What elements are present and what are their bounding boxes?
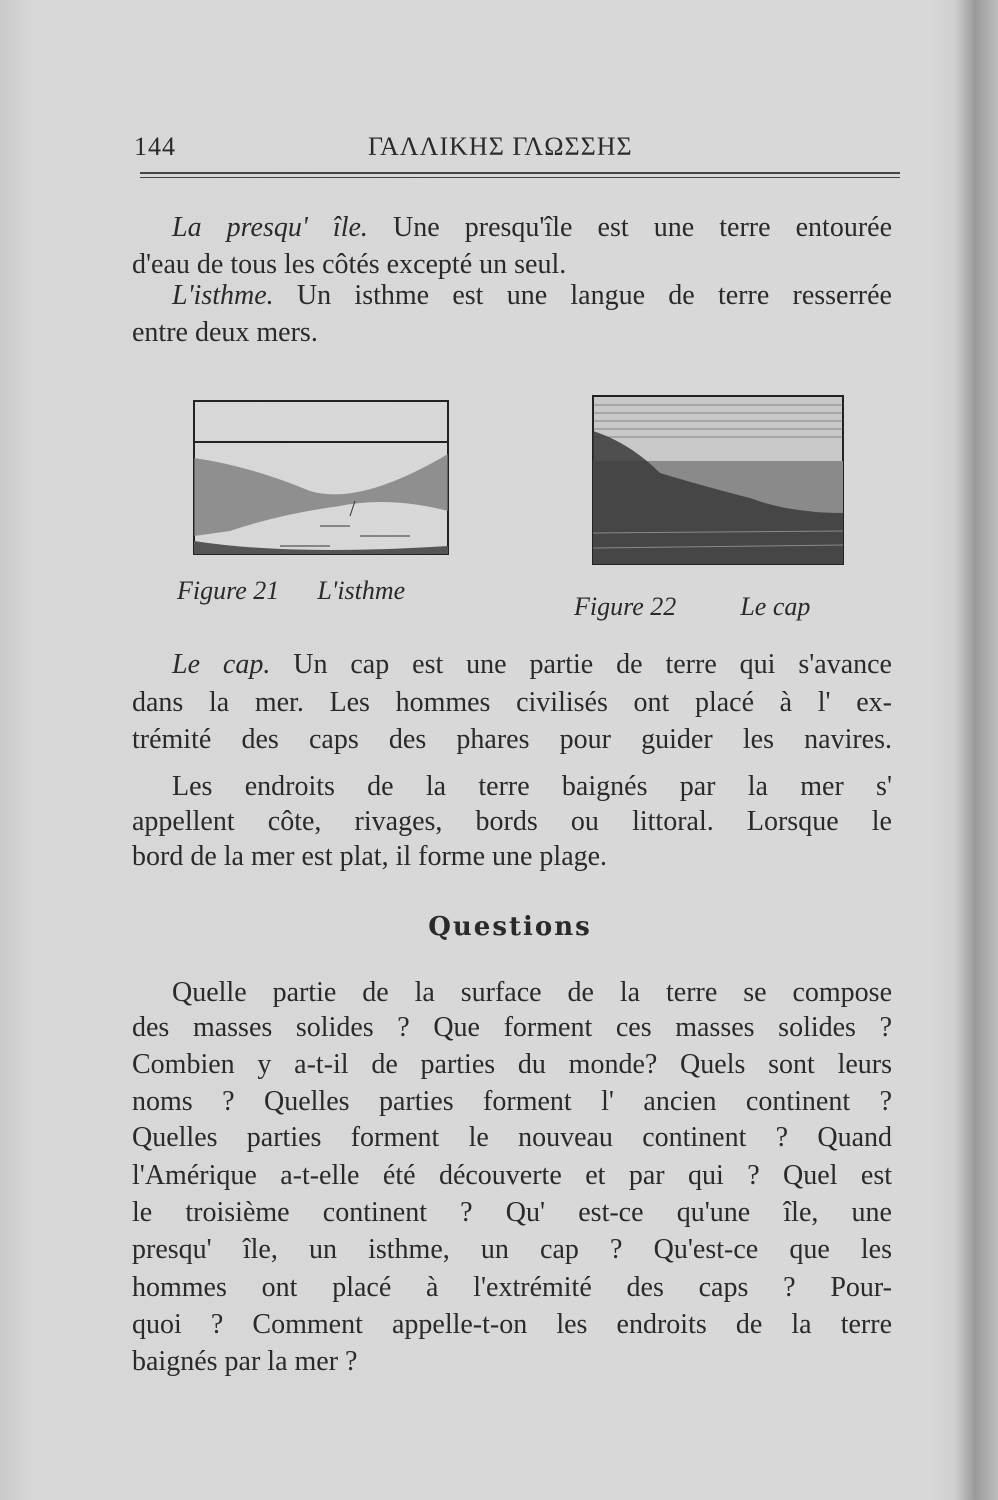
header-rule: [140, 172, 900, 174]
text-line: baignés par la mer ?: [132, 1346, 358, 1377]
figure-title: Le cap: [740, 592, 811, 621]
text-line: bord de la mer est plat, il forme une plage.: [132, 841, 608, 872]
header-rule-2: [140, 177, 900, 178]
text: Un cap est une partie de terre qui s'avance: [270, 649, 892, 680]
figure-title: L'isthme: [317, 576, 406, 605]
term: La presqu' île.: [172, 212, 368, 243]
figure-21-caption: [177, 576, 405, 606]
page-number: 144: [134, 132, 176, 161]
text-line: entre deux mers.: [132, 317, 318, 348]
questions-heading: Questions: [428, 912, 592, 942]
text-line: Quelles parties forment le nouveau continent ? Quand: [132, 1122, 892, 1153]
text-line: dans la mer. Les hommes civilisés ont placé à l' ex-: [132, 687, 892, 718]
figure-22-cap-illustration: [590, 393, 846, 568]
text-line: le troisième continent ? Qu' est-ce qu'une île, une: [132, 1197, 892, 1228]
text-line: presqu' île, un isthme, un cap ? Qu'est-ce que les: [132, 1234, 892, 1265]
figure-22-caption: [574, 592, 810, 622]
text-line: noms ? Quelles parties forment l' ancien continent ?: [132, 1086, 892, 1117]
text-line: Combien y a-t-il de parties du monde? Quels sont leurs: [132, 1049, 892, 1080]
text-line: trémité des caps des phares pour guider les navires.: [132, 724, 892, 755]
text-line: des masses solides ? Que forment ces masses solides ?: [132, 1012, 892, 1043]
text-line: hommes ont placé à l'extrémité des caps ? Pour-: [132, 1272, 892, 1303]
text-line: quoi ? Comment appelle-t-on les endroits de la terre: [132, 1309, 892, 1340]
term: L'isthme.: [172, 280, 274, 311]
figure-number: Figure 21: [177, 576, 280, 605]
text-line: Quelle partie de la surface de la terre se compose: [172, 977, 892, 1008]
figure-21-isthme-illustration: [190, 396, 452, 561]
text-line: Les endroits de la terre baignés par la mer s': [172, 771, 892, 802]
running-title: ΓΑΛΛΙΚΗΣ ΓΛΩΣΣΗΣ: [368, 132, 633, 161]
text-line: l'Amérique a-t-elle été découverte et par qui ? Quel est: [132, 1160, 892, 1191]
figure-number: Figure 22: [574, 592, 677, 621]
text-line: appellent côte, rivages, bords ou littoral. Lorsque le: [132, 806, 892, 837]
text: Un isthme est une langue de terre resserrée: [273, 280, 892, 311]
text-line: d'eau de tous les côtés excepté un seul.: [132, 249, 567, 280]
term: Le cap.: [172, 649, 271, 680]
text: Une presqu'île est une terre entourée: [367, 212, 893, 243]
